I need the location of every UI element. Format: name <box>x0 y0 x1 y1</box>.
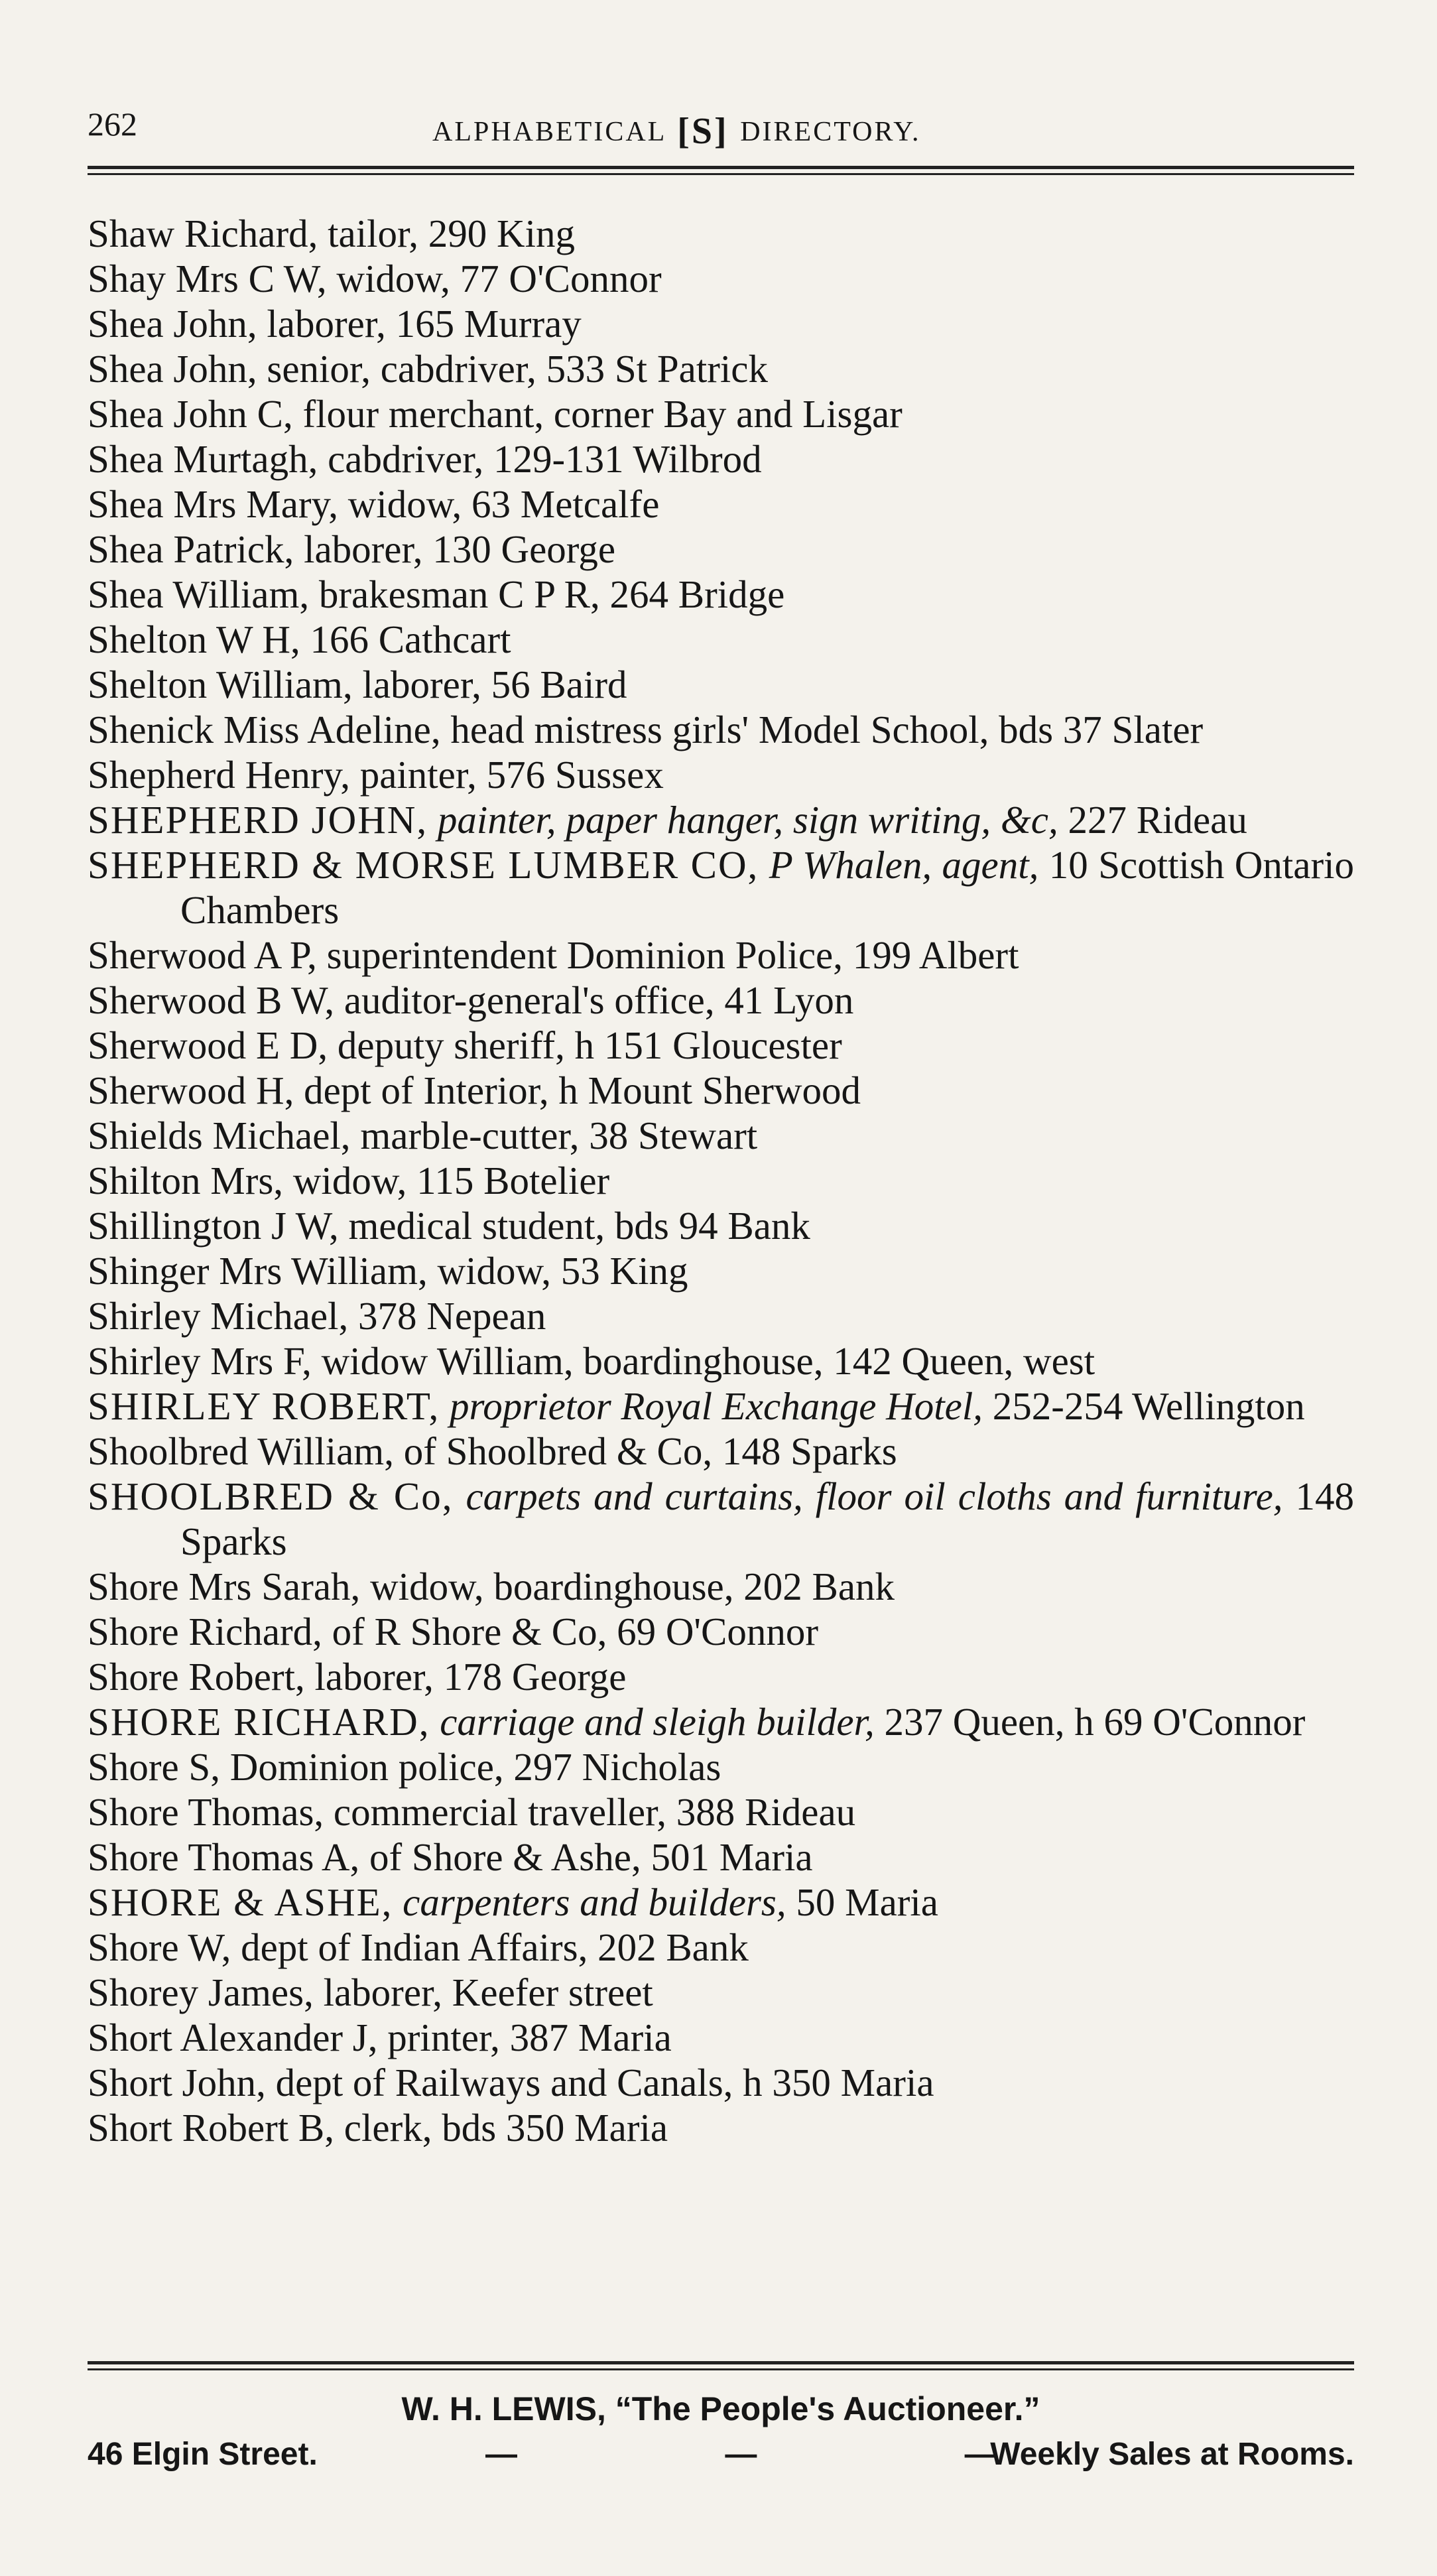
entry-name: Shay Mrs C W, <box>88 257 327 300</box>
entry-detail: head mistress girls' Model School, bds 37 Slater <box>450 708 1204 751</box>
footer-dashes: — — — <box>485 2437 1096 2472</box>
entry-description: P Whalen, agent, <box>769 843 1039 887</box>
entry-detail: widow, boardinghouse, 202 Bank <box>370 1565 895 1608</box>
directory-entry <box>88 842 1354 933</box>
entry-name: Shore Thomas, <box>88 1790 324 1834</box>
entry-name: Shea Murtagh, <box>88 437 318 481</box>
running-title-after: DIRECTORY. <box>740 117 921 147</box>
directory-entry <box>88 1338 1354 1384</box>
directory-entry <box>88 1023 1354 1068</box>
directory-entry <box>88 346 1354 391</box>
entry-name: Short Alexander J, <box>88 2016 378 2059</box>
entry-detail: Dominion police, 297 Nicholas <box>229 1745 721 1789</box>
entry-name: Shirley Mrs F, <box>88 1339 312 1383</box>
directory-entry <box>88 752 1354 797</box>
entry-name: Shore W, <box>88 1925 231 1969</box>
directory-entry <box>88 256 1354 301</box>
directory-entry <box>88 2105 1354 2150</box>
entry-name: Shields Michael, <box>88 1114 351 1157</box>
entry-detail: widow, 77 O'Connor <box>336 257 662 300</box>
directory-entry <box>88 391 1354 436</box>
entry-name: Sherwood B W, <box>88 978 335 1022</box>
entry-name: Shea John, <box>88 302 257 346</box>
page-number: 262 <box>88 105 137 143</box>
directory-entry <box>88 1925 1354 1970</box>
running-title-before: ALPHABETICAL <box>432 117 666 147</box>
directory-entry <box>88 1699 1354 1744</box>
entry-detail: painter, 576 Sussex <box>359 753 664 797</box>
directory-entry <box>88 1068 1354 1113</box>
entry-name: Shinger Mrs William, <box>88 1249 428 1293</box>
entry-detail: superintendent Dominion Police, 199 Albert <box>326 933 1019 977</box>
entry-name: Shea Patrick, <box>88 527 294 571</box>
entry-detail: laborer, 165 Murray <box>267 302 582 346</box>
entry-description: carpets and curtains, floor oil cloths and furniture, <box>466 1474 1283 1518</box>
entry-name: Shea William, <box>88 572 310 616</box>
entry-name: Sherwood E D, <box>88 1023 328 1067</box>
entry-detail: 50 Maria <box>796 1880 938 1924</box>
directory-entry <box>88 572 1354 617</box>
footer-rule <box>88 2361 1354 2370</box>
entry-name: Shore Richard, <box>88 1610 322 1653</box>
entry-name: Shorey James, <box>88 1970 314 2014</box>
entry-name: Shepherd Henry, <box>88 753 350 797</box>
entry-name: Short Robert B, <box>88 2106 335 2150</box>
entry-name: Shenick Miss Adeline, <box>88 708 441 751</box>
entry-detail: 10 Scottish Ontario Chambers <box>180 843 1354 932</box>
entry-detail: 237 Queen, h 69 O'Connor <box>884 1700 1306 1744</box>
entry-detail: cabdriver, 533 St Patrick <box>380 347 768 391</box>
entry-name: Shore S, <box>88 1745 220 1789</box>
directory-entry <box>88 1113 1354 1158</box>
entry-detail: commercial traveller, 388 Rideau <box>333 1790 856 1834</box>
entry-name: SHORE RICHARD, <box>88 1700 430 1744</box>
entry-name: SHEPHERD & MORSE LUMBER CO, <box>88 843 759 887</box>
running-title <box>432 107 921 150</box>
entry-detail: widow, 53 King <box>437 1249 688 1293</box>
entry-detail: 252-254 Wellington <box>992 1384 1305 1428</box>
footer-sales: Weekly Sales at Rooms. <box>990 2437 1354 2472</box>
entry-detail: laborer, 178 George <box>314 1655 627 1699</box>
entry-detail: 378 Nepean <box>358 1294 546 1338</box>
auctioneer-advertisement: W. H. LEWIS, “The People's Auctioneer.” <box>401 2390 1040 2427</box>
directory-entry <box>88 1429 1354 1474</box>
entry-name: Shaw Richard, <box>88 212 318 255</box>
entry-name: Shilton Mrs, <box>88 1159 284 1202</box>
entry-detail: flour merchant, corner Bay and Lisgar <box>302 392 903 436</box>
entry-name: Sherwood A P, <box>88 933 317 977</box>
directory-entry <box>88 301 1354 346</box>
directory-entry <box>88 1789 1354 1835</box>
entry-name: Shelton W H, <box>88 617 300 661</box>
entry-name: Shoolbred William, <box>88 1429 394 1473</box>
entry-name: Shore Thomas A, <box>88 1835 360 1879</box>
entry-description: proprietor Royal Exchange Hotel, <box>450 1384 983 1428</box>
directory-entry <box>88 436 1354 482</box>
directory-entry <box>88 1293 1354 1338</box>
directory-entry <box>88 1564 1354 1609</box>
directory-entry <box>88 1835 1354 1880</box>
directory-entry <box>88 2015 1354 2060</box>
directory-entry <box>88 1880 1354 1925</box>
entry-detail: laborer, Keefer street <box>323 1970 653 2014</box>
entry-detail: brakesman C P R, 264 Bridge <box>318 572 785 616</box>
entry-name: Shelton William, <box>88 663 353 706</box>
entry-name: Short John, <box>88 2061 266 2104</box>
directory-entry <box>88 1970 1354 2015</box>
directory-entry <box>88 1248 1354 1293</box>
footer-address: 46 Elgin Street. <box>88 2437 318 2472</box>
entry-name: SHEPHERD JOHN, <box>88 798 428 842</box>
entry-name: Shirley Michael, <box>88 1294 349 1338</box>
entry-detail: dept of Railways and Canals, h 350 Maria <box>275 2061 934 2104</box>
header-rule <box>88 166 1354 175</box>
entry-name: SHORE & ASHE, <box>88 1880 393 1924</box>
directory-entry <box>88 1744 1354 1789</box>
entry-detail: deputy sheriff, h 151 Gloucester <box>337 1023 842 1067</box>
entry-name: Shea Mrs Mary, <box>88 482 338 526</box>
entry-name: SHIRLEY ROBERT, <box>88 1384 440 1428</box>
entry-detail: laborer, 56 Baird <box>362 663 627 706</box>
entry-detail: widow, 115 Botelier <box>292 1159 610 1202</box>
directory-entry <box>88 933 1354 978</box>
directory-entries <box>88 211 1354 2150</box>
entry-detail: of Shoolbred & Co, 148 Sparks <box>403 1429 897 1473</box>
entry-detail: widow William, boardinghouse, 142 Queen, west <box>321 1339 1095 1383</box>
directory-entry <box>88 1654 1354 1699</box>
advertisement-footer <box>88 2378 1354 2484</box>
directory-entry <box>88 1158 1354 1203</box>
entry-detail: of Shore & Ashe, 501 Maria <box>369 1835 813 1879</box>
directory-entry <box>88 1203 1354 1248</box>
directory-entry <box>88 527 1354 572</box>
entry-detail: tailor, 290 King <box>328 212 576 255</box>
entry-name: Shea John, senior, <box>88 347 371 391</box>
directory-entry <box>88 978 1354 1023</box>
entry-name: Shea John C, <box>88 392 293 436</box>
directory-entry <box>88 1609 1354 1654</box>
entry-detail: medical student, bds 94 Bank <box>348 1204 810 1248</box>
entry-detail: dept of Indian Affairs, 202 Bank <box>241 1925 749 1969</box>
entry-description: painter, paper hanger, sign writing, &c, <box>437 798 1058 842</box>
entry-detail: laborer, 130 George <box>304 527 616 571</box>
directory-entry <box>88 1474 1354 1564</box>
entry-detail: 227 Rideau <box>1068 798 1247 842</box>
directory-entry <box>88 1384 1354 1429</box>
entry-detail: dept of Interior, h Mount Sherwood <box>304 1068 861 1112</box>
entry-name: Shore Mrs Sarah, <box>88 1565 361 1608</box>
directory-entry <box>88 707 1354 752</box>
entry-name: Shillington J W, <box>88 1204 339 1248</box>
entry-detail: auditor-general's office, 41 Lyon <box>344 978 854 1022</box>
entry-detail: 166 Cathcart <box>310 617 511 661</box>
directory-entry <box>88 482 1354 527</box>
entry-name: Shore Robert, <box>88 1655 305 1699</box>
entry-detail: printer, 387 Maria <box>387 2016 672 2059</box>
directory-entry <box>88 797 1354 842</box>
entry-name: Sherwood H, <box>88 1068 294 1112</box>
page-header <box>88 99 1354 153</box>
entry-description: carpenters and builders, <box>403 1880 786 1924</box>
entry-detail: marble-cutter, 38 Stewart <box>360 1114 758 1157</box>
entry-detail: 148 Sparks <box>180 1474 1354 1563</box>
entry-detail: of R Shore & Co, 69 O'Connor <box>332 1610 819 1653</box>
running-title-letter: [S] <box>677 111 729 152</box>
entry-detail: clerk, bds 350 Maria <box>344 2106 668 2150</box>
entry-detail: cabdriver, 129-131 Wilbrod <box>328 437 762 481</box>
entry-name: SHOOLBRED & Co, <box>88 1474 454 1518</box>
directory-entry <box>88 662 1354 707</box>
entry-description: carriage and sleigh builder, <box>440 1700 875 1744</box>
directory-entry <box>88 211 1354 256</box>
directory-entry <box>88 2060 1354 2105</box>
directory-entry <box>88 617 1354 662</box>
entry-detail: widow, 63 Metcalfe <box>347 482 660 526</box>
